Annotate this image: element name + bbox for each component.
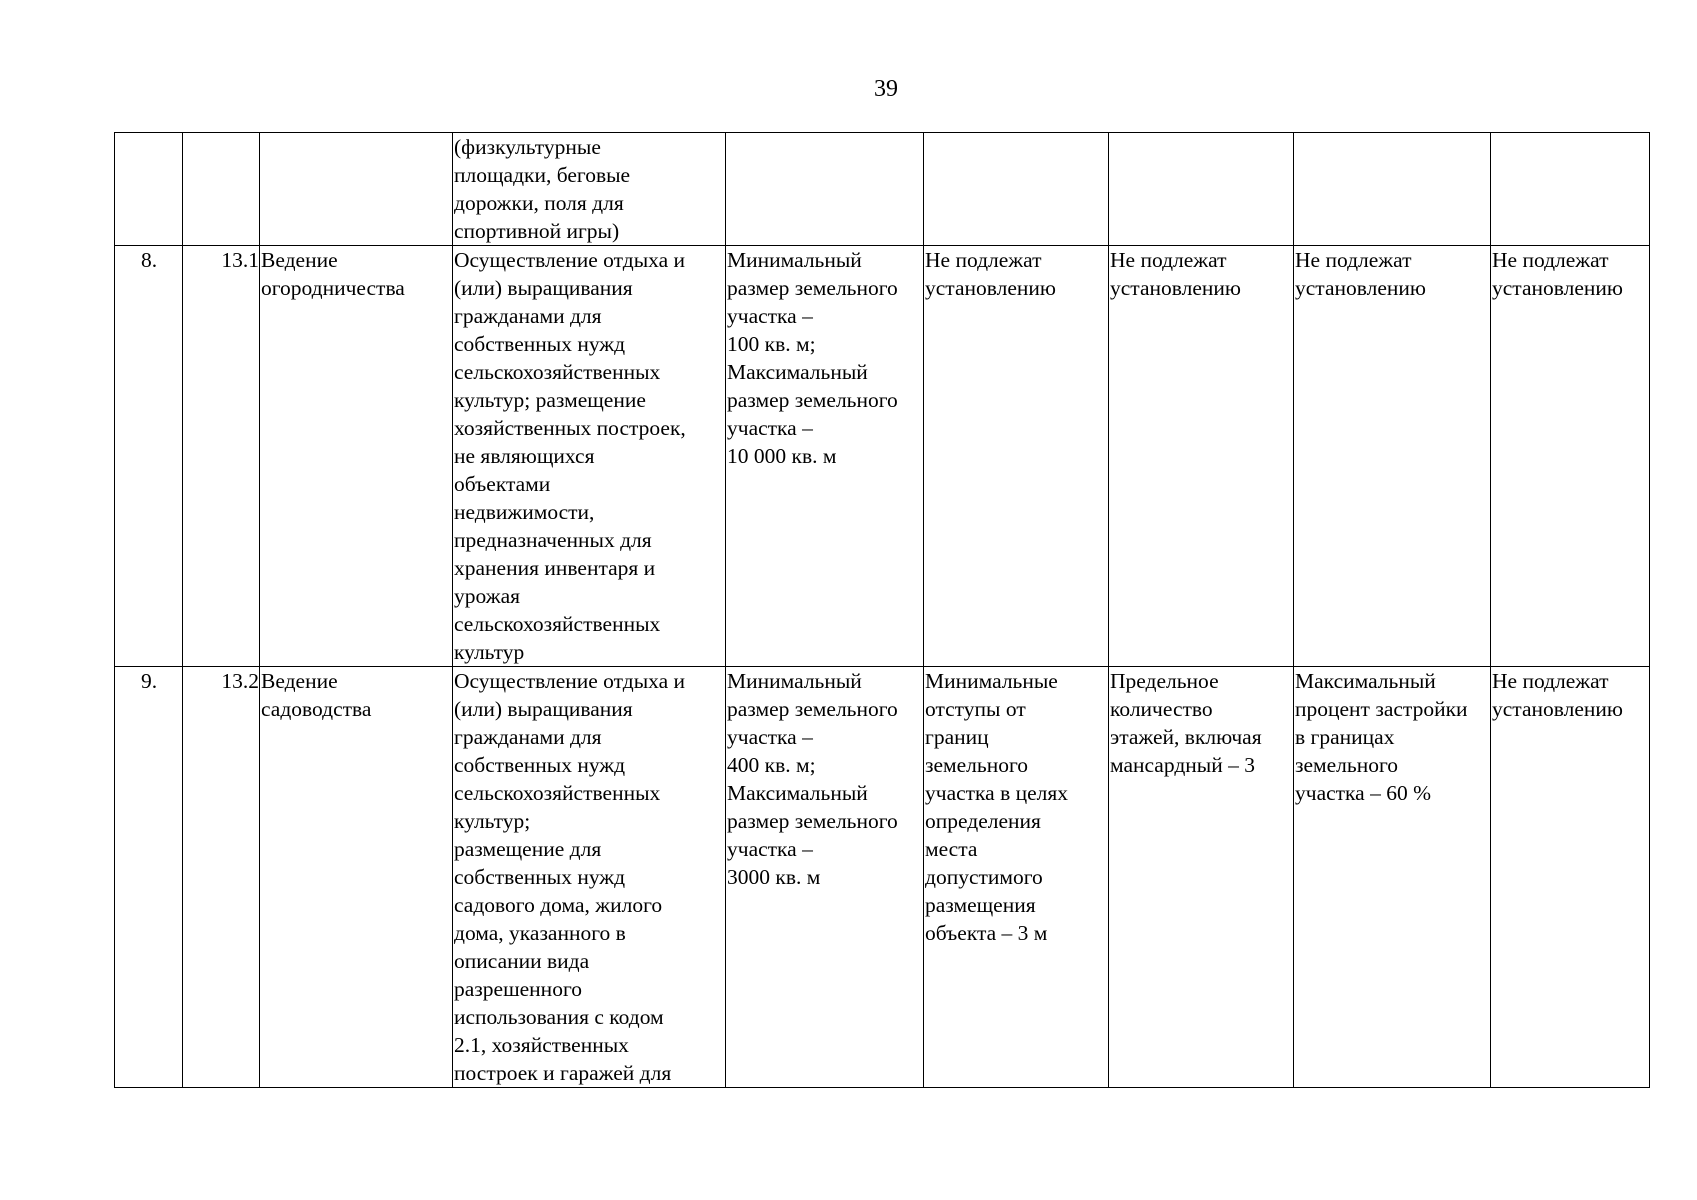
floors-cell — [1109, 133, 1294, 246]
code-cell — [183, 133, 260, 246]
setbacks-cell: Минимальные отступы от границ земельного участка в целях определения места допустимого размещения объекта – 3 м — [924, 667, 1109, 1088]
table-row — [115, 667, 1650, 1088]
other-limits-cell: Не подлежат установлению — [1491, 246, 1650, 667]
page-number: 39 — [874, 76, 898, 102]
coverage-cell: Максимальный процент застройки в границах земельного участка – 60 % — [1294, 667, 1491, 1088]
use-description-cell: Осуществление отдыха и (или) выращивания гражданами для собственных нужд сельскохозяйственных культур; размещение хозяйственных построек, не являющихся объектами недвижимости, предназначенных для хранения инвентаря и урожая сельскохозяйственных культур — [453, 246, 726, 667]
plot-size-cell: Минимальный размер земельного участка – 400 кв. м; Максимальный размер земельного участка – 3000 кв. м — [726, 667, 924, 1088]
use-name-cell: Ведение огородничества — [260, 246, 453, 667]
code-cell: 13.1 — [183, 246, 260, 667]
coverage-cell — [1294, 133, 1491, 246]
table-row — [115, 246, 1650, 667]
plot-size-cell — [726, 133, 924, 246]
floors-cell: Предельное количество этажей, включая мансардный – 3 — [1109, 667, 1294, 1088]
use-name-cell — [260, 133, 453, 246]
use-name-cell: Ведение садоводства — [260, 667, 453, 1088]
land-use-table — [114, 132, 1650, 1088]
table-row — [115, 133, 1650, 246]
setbacks-cell: Не подлежат установлению — [924, 246, 1109, 667]
row-number-cell — [115, 133, 183, 246]
floors-cell: Не подлежат установлению — [1109, 246, 1294, 667]
row-number-cell: 8. — [115, 246, 183, 667]
other-limits-cell — [1491, 133, 1650, 246]
coverage-cell: Не подлежат установлению — [1294, 246, 1491, 667]
other-limits-cell: Не подлежат установлению — [1491, 667, 1650, 1088]
row-number-cell: 9. — [115, 667, 183, 1088]
code-cell: 13.2 — [183, 667, 260, 1088]
use-description-cell: (физкультурные площадки, беговые дорожки, поля для спортивной игры) — [453, 133, 726, 246]
use-description-cell: Осуществление отдыха и (или) выращивания гражданами для собственных нужд сельскохозяйственных культур; размещение для собственных нужд садового дома, жилого дома, указанного в описании вида разрешенного использования с кодом 2.1, хозяйственных построек и гаражей для — [453, 667, 726, 1088]
setbacks-cell — [924, 133, 1109, 246]
plot-size-cell: Минимальный размер земельного участка – 100 кв. м; Максимальный размер земельного участка – 10 000 кв. м — [726, 246, 924, 667]
